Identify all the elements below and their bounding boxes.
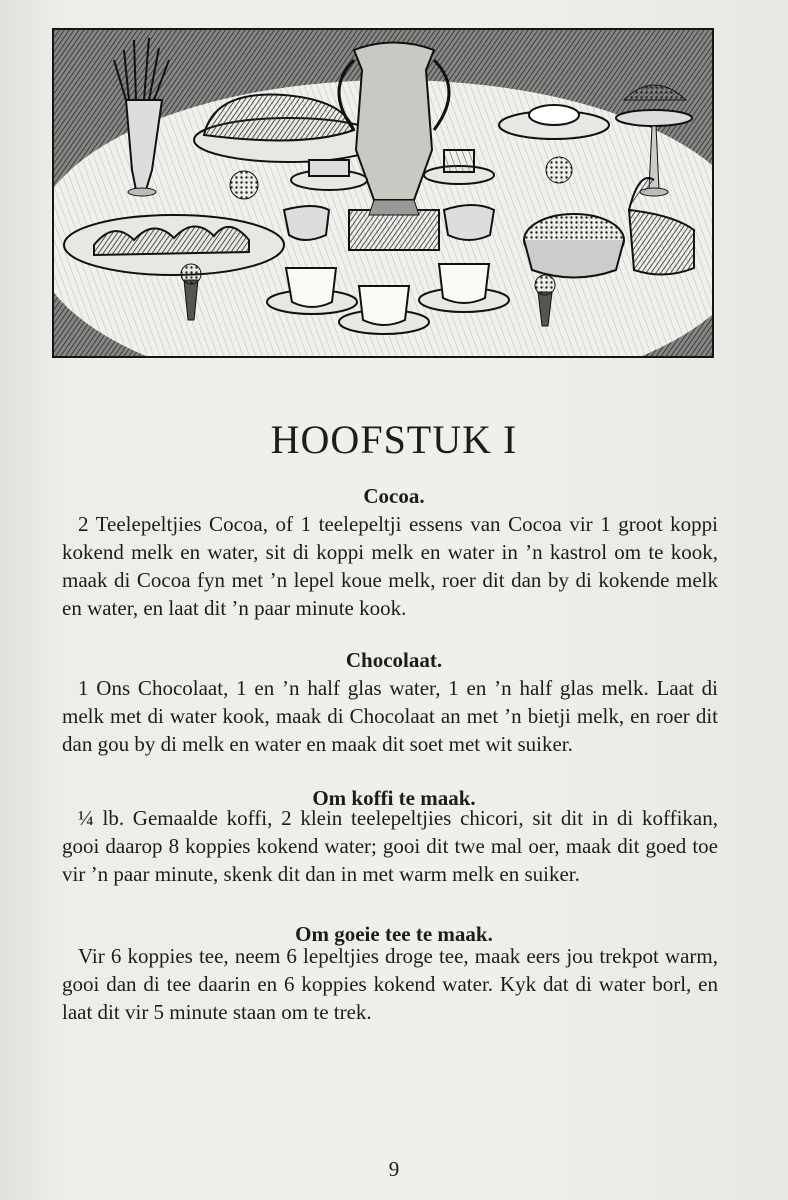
recipe-heading-tee: Om goeie tee te maak.	[295, 922, 493, 946]
chapter-title: HOOFSTUK I	[270, 417, 518, 462]
recipe-heading-koffi: Om koffi te maak.	[312, 786, 476, 810]
recipe-body-tee: Vir 6 koppies tee, neem 6 lepeltjies droge tee, maak eers jou trekpot warm, gooi dan di tee daarin en 6 koppies kokend water. Kyk dat di water borl, en laat dit vir 5 minute staan om te trek.	[62, 944, 718, 1024]
recipe-body-chocolaat: 1 Ons Chocolaat, 1 en ’n half glas water, 1 en ’n half glas melk. Laat di melk met di water kook, maak di Chocolaat an met ’n bietji melk, en roer dit dan gou by di melk en water en maak dit soet met wit suiker.	[62, 676, 718, 756]
engraving-drawing	[54, 30, 712, 356]
recipe-body-koffi: ¼ lb. Gemaalde koffi, 2 klein teelepeltjies chicori, sit dit in di koffikan, gooi daarop 8 koppies kokend water; gooi dit twe mal oer, maak dit goed toe vir ’n paar minute, skenk dit dan in met warm melk en suiker.	[62, 806, 718, 886]
recipe-body-cocoa: 2 Teelepeltjies Cocoa, of 1 teelepeltji essens van Cocoa vir 1 groot koppi kokend melk en water, sit di koppi melk en water in ’n kastrol om te kook, maak di Cocoa fyn met ’n lepel koue melk, roer dit dan by di kokende melk en water, en laat dit ’n paar minute kook.	[62, 512, 718, 620]
recipe-heading-cocoa: Cocoa.	[363, 484, 425, 508]
recipe-heading-chocolaat: Chocolaat.	[345, 648, 443, 672]
page-number: 9	[388, 1157, 400, 1181]
tea-table-engraving	[52, 28, 714, 358]
